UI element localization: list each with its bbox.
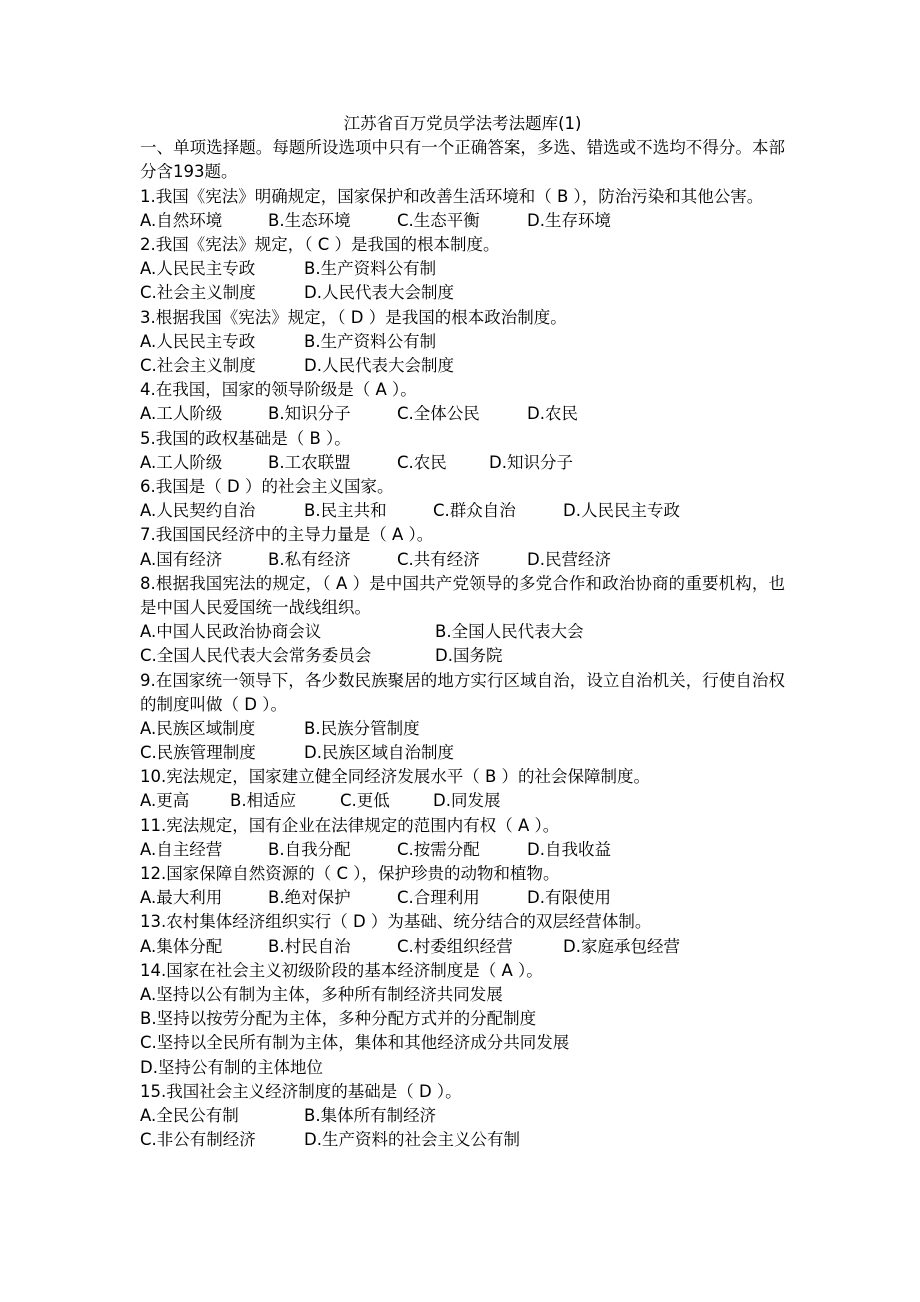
option-row	[140, 330, 785, 354]
option-row	[140, 644, 785, 668]
option-row	[140, 281, 785, 305]
section-intro: 一、单项选择题。每题所设选项中只有一个正确答案，多选、错选或不选均不得分。本部分含193题。	[140, 138, 785, 182]
option-row	[140, 983, 785, 1007]
answer-option: A.自主经营	[140, 839, 223, 859]
option-row	[140, 1128, 785, 1152]
question-list	[140, 185, 785, 1153]
question-item	[140, 765, 785, 813]
answer-option: B.相适应	[230, 791, 297, 811]
answer-option: D.国务院	[435, 646, 503, 666]
answer-option: C.社会主义制度	[140, 355, 256, 375]
answer-option: B.生产资料公有制	[304, 331, 437, 351]
question-stem: 8.根据我国宪法的规定，（ A ）是中国共产党领导的多党合作和政治协商的重要机构，也是中国人民爱国统一战线组织。	[140, 573, 785, 617]
question-item	[140, 572, 785, 669]
answer-option: A.国有经济	[140, 549, 223, 569]
question-item	[140, 959, 785, 1080]
answer-option: C.按需分配	[397, 839, 480, 859]
answer-option: D.同发展	[433, 791, 501, 811]
answer-option: A.更高	[140, 791, 190, 811]
question-item	[140, 862, 785, 910]
answer-option: D.民营经济	[527, 549, 611, 569]
question-stem: 7.我国国民经济中的主导力量是（ A ）。	[140, 525, 434, 545]
answer-option: C.全体公民	[397, 404, 480, 424]
answer-option: B.坚持以按劳分配为主体，多种分配方式并的分配制度	[140, 1009, 537, 1029]
question-stem: 1.我国《宪法》明确规定，国家保护和改善生活环境和（ B ），防治污染和其他公害。	[140, 186, 764, 206]
question-item	[140, 1080, 785, 1153]
option-row	[140, 451, 785, 475]
answer-option: D.人民民主专政	[563, 501, 680, 521]
question-item	[140, 669, 785, 766]
question-item	[140, 523, 785, 571]
question-item	[140, 378, 785, 426]
question-stem: 13.农村集体经济组织实行（ D ）为基础、统分结合的双层经营体制。	[140, 912, 652, 932]
answer-option: A.人民民主专政	[140, 259, 256, 279]
answer-option: D.生产资料的社会主义公有制	[304, 1130, 520, 1150]
question-stem: 11.宪法规定，国有企业在法律规定的范围内有权（ A ）。	[140, 815, 560, 835]
question-item	[140, 427, 785, 475]
answer-option: D.坚持公有制的主体地位	[140, 1057, 323, 1077]
answer-option: B.工农联盟	[268, 452, 351, 472]
answer-option: A.工人阶级	[140, 452, 223, 472]
answer-option: D.家庭承包经营	[563, 936, 680, 956]
answer-option: D.知识分子	[489, 452, 573, 472]
question-item	[140, 185, 785, 233]
answer-option: C.合理利用	[397, 888, 480, 908]
answer-option: B.生态环境	[268, 210, 351, 230]
answer-option: B.知识分子	[268, 404, 351, 424]
option-row	[140, 1104, 785, 1128]
answer-option: C.村委组织经营	[397, 936, 513, 956]
document-title: 江苏省百万党员学法考法题库(1)	[343, 114, 582, 133]
question-item	[140, 306, 785, 379]
answer-option: D.农民	[527, 404, 578, 424]
answer-option: A.自然环境	[140, 210, 223, 230]
answer-option: B.自我分配	[268, 839, 351, 859]
answer-option: D.民族区域自治制度	[304, 743, 454, 763]
option-row	[140, 1007, 785, 1031]
question-item	[140, 475, 785, 523]
question-stem: 12.国家保障自然资源的（ C ），保护珍贵的动物和植物。	[140, 864, 560, 884]
question-stem: 6.我国是（ D ）的社会主义国家。	[140, 476, 394, 496]
option-row	[140, 717, 785, 741]
option-row	[140, 620, 785, 644]
answer-option: B.村民自治	[268, 936, 351, 956]
answer-option: A.人民契约自治	[140, 501, 256, 521]
answer-option: A.工人阶级	[140, 404, 223, 424]
question-stem: 9.在国家统一领导下，各少数民族聚居的地方实行区域自治，设立自治机关，行使自治权的制度叫做（ D ）。	[140, 670, 785, 714]
answer-option: C.非公有制经济	[140, 1130, 256, 1150]
question-stem: 14.国家在社会主义初级阶段的基本经济制度是（ A ）。	[140, 960, 543, 980]
question-stem: 3.根据我国《宪法》规定，（ D ）是我国的根本政治制度。	[140, 307, 567, 327]
answer-option: B.私有经济	[268, 549, 351, 569]
answer-option: A.全民公有制	[140, 1106, 239, 1125]
answer-option: B.全国人民代表大会	[435, 622, 584, 642]
answer-option: D.人民代表大会制度	[304, 283, 454, 303]
answer-option: B.民族分管制度	[304, 718, 420, 738]
answer-option: C.社会主义制度	[140, 283, 256, 303]
answer-option: A.坚持以公有制为主体，多种所有制经济共同发展	[140, 985, 503, 1005]
option-row	[140, 402, 785, 426]
option-row	[140, 257, 785, 281]
question-stem: 5.我国的政权基础是（ B ）。	[140, 428, 351, 448]
answer-option: D.生存环境	[527, 210, 611, 230]
answer-option: C.坚持以全民所有制为主体，集体和其他经济成分共同发展	[140, 1033, 570, 1053]
answer-option: D.人民代表大会制度	[304, 355, 454, 375]
answer-option: D.自我收益	[527, 839, 611, 859]
answer-option: A.集体分配	[140, 936, 223, 956]
question-item	[140, 814, 785, 862]
question-item	[140, 910, 785, 958]
option-row	[140, 838, 785, 862]
answer-option: C.生态平衡	[397, 210, 480, 230]
option-row	[140, 354, 785, 378]
answer-option: C.民族管理制度	[140, 743, 256, 763]
option-row	[140, 1056, 785, 1080]
option-row	[140, 209, 785, 233]
option-row	[140, 935, 785, 959]
option-row	[140, 741, 785, 765]
option-row	[140, 548, 785, 572]
answer-option: A.民族区域制度	[140, 718, 256, 738]
answer-option: C.农民	[397, 452, 447, 472]
answer-option: B.集体所有制经济	[304, 1106, 437, 1125]
answer-option: D.有限使用	[527, 888, 611, 908]
answer-option: B.生产资料公有制	[304, 259, 437, 279]
answer-option: C.群众自治	[433, 501, 516, 521]
question-stem: 4.在我国，国家的领导阶级是（ A ）。	[140, 380, 417, 400]
answer-option: C.共有经济	[397, 549, 480, 569]
answer-option: A.最大利用	[140, 888, 223, 908]
option-row	[140, 789, 785, 813]
question-stem: 10.宪法规定，国家建立健全同经济发展水平（ B ）的社会保障制度。	[140, 767, 651, 787]
option-row	[140, 1031, 785, 1055]
answer-option: B.民主共和	[304, 501, 387, 521]
answer-option: A.人民民主专政	[140, 331, 256, 351]
answer-option: C.更低	[340, 791, 390, 811]
question-item	[140, 233, 785, 306]
option-row	[140, 499, 785, 523]
option-row	[140, 886, 785, 910]
answer-option: B.绝对保护	[268, 888, 351, 908]
answer-option: C.全国人民代表大会常务委员会	[140, 646, 372, 666]
question-stem: 2.我国《宪法》规定，（ C ）是我国的根本制度。	[140, 235, 500, 254]
answer-option: A.中国人民政治协商会议	[140, 622, 322, 642]
document-page	[140, 112, 785, 1152]
question-stem: 15.我国社会主义经济制度的基础是（ D ）。	[140, 1081, 462, 1101]
